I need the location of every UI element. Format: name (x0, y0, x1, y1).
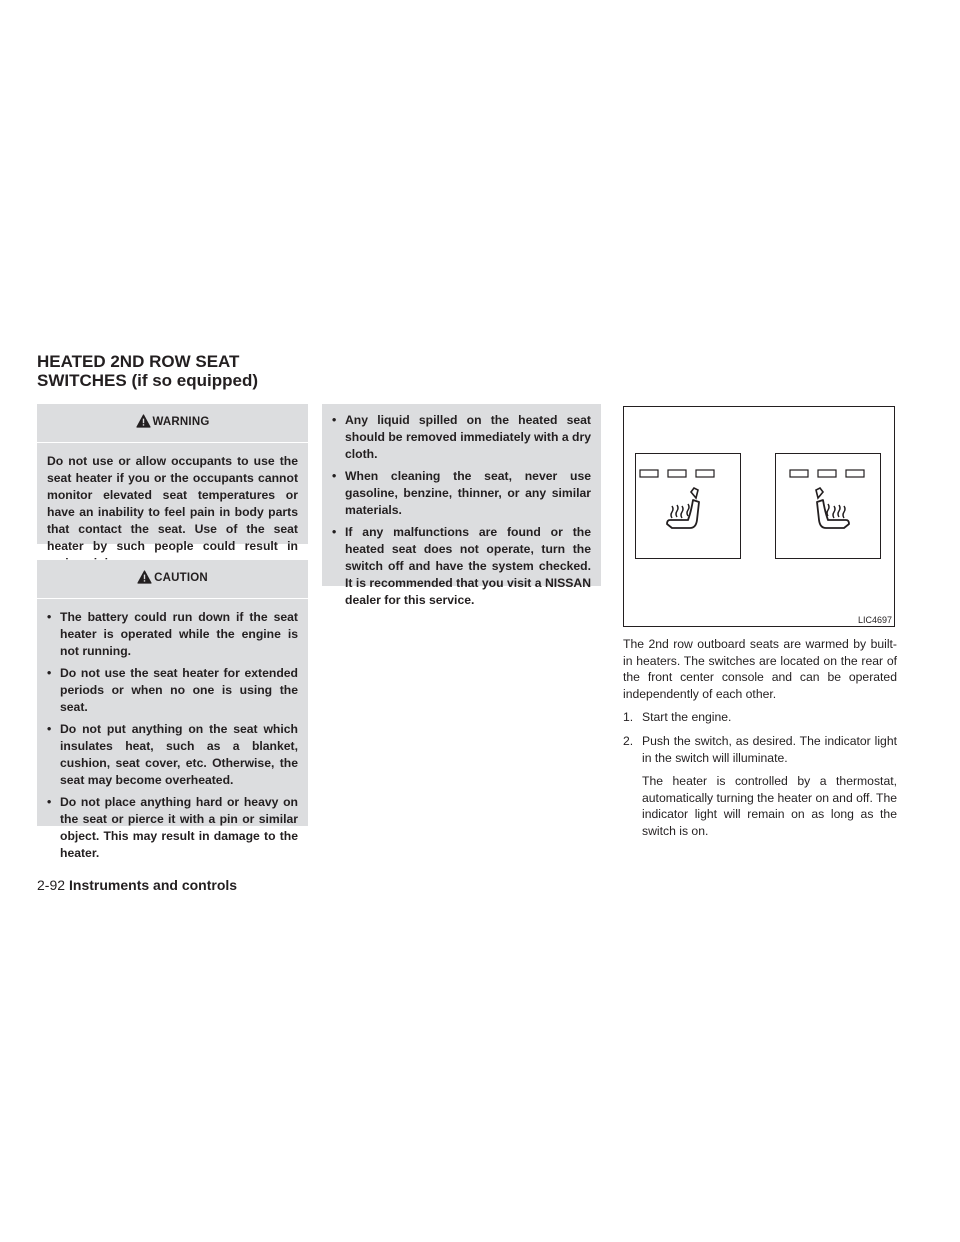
caution-header (47, 570, 298, 586)
caution-continued-box (322, 404, 601, 607)
warning-header (47, 414, 298, 430)
section-title: HEATED 2ND ROW SEAT SWITCHES (if so equipped) (37, 352, 258, 390)
intro-paragraph: The 2nd row outboard seats are warmed by built-in heaters. The switches are located on the rear of the front center console and can be operated independently of each other. (623, 637, 897, 701)
warning-triangle-icon (136, 414, 151, 428)
body-text (623, 636, 897, 847)
list-item: • When cleaning the seat, never use gasoline, benzine, thinner, or any similar materials. (332, 469, 591, 517)
page-footer (37, 877, 237, 893)
list-item: • Do not put anything on the seat which insulates heat, such as a blanket, cushion, seat cover, etc. Otherwise, the seat may become overheated. (47, 722, 298, 787)
divider (37, 442, 308, 443)
footer-section-title: Instruments and controls (69, 877, 238, 893)
heated-seat-switch-left-icon (636, 454, 740, 558)
list-item: • The battery could run down if the seat heater is operated while the engine is not running. (47, 610, 298, 658)
left-switch-panel (635, 453, 741, 559)
list-item: • Do not use the seat heater for extended periods or when no one is using the seat. (47, 666, 298, 714)
figure-label: LIC4697 (857, 615, 892, 625)
divider (37, 598, 308, 599)
caution-box (37, 560, 308, 860)
step-detail: The heater is controlled by a thermostat, automatically turning the heater on and off. The indicator light will remain on as long as the switch is on. (642, 774, 897, 838)
caution-list (47, 609, 298, 862)
step-item: 1. Start the engine. (623, 710, 732, 725)
caution-continued-list (332, 412, 591, 609)
list-item: • Any liquid spilled on the heated seat should be removed immediately with a dry cloth. (332, 413, 591, 461)
heated-seat-switch-right-icon (776, 454, 880, 558)
warning-label: WARNING (152, 416, 210, 428)
warning-text: Do not use or allow occupants to use the seat heater if you or the occupants cannot monitor elevated seat temperatures or have an inability to feel pain in body parts that contact the seat. Use of the seat heater by such people could result in (47, 454, 298, 553)
right-switch-panel (775, 453, 881, 559)
step-item: 2. Push the switch, as desired. The indicator light in the switch will illuminate. (623, 733, 897, 765)
page-number: 2-92 (37, 877, 66, 893)
caution-label: CAUTION (154, 572, 208, 584)
caution-triangle-icon (137, 570, 152, 584)
warning-box (37, 404, 308, 553)
seat-heater-switch-figure (623, 406, 895, 627)
list-item: • If any malfunctions are found or the heated seat does not operate, turn the switch off and have the system checked. It is recommended that you visit a NISSAN dealer for this service. (332, 525, 591, 607)
list-item: • Do not place anything hard or heavy on the seat or pierce it with a pin or similar object. This may result in damage to the heater. (47, 795, 298, 860)
